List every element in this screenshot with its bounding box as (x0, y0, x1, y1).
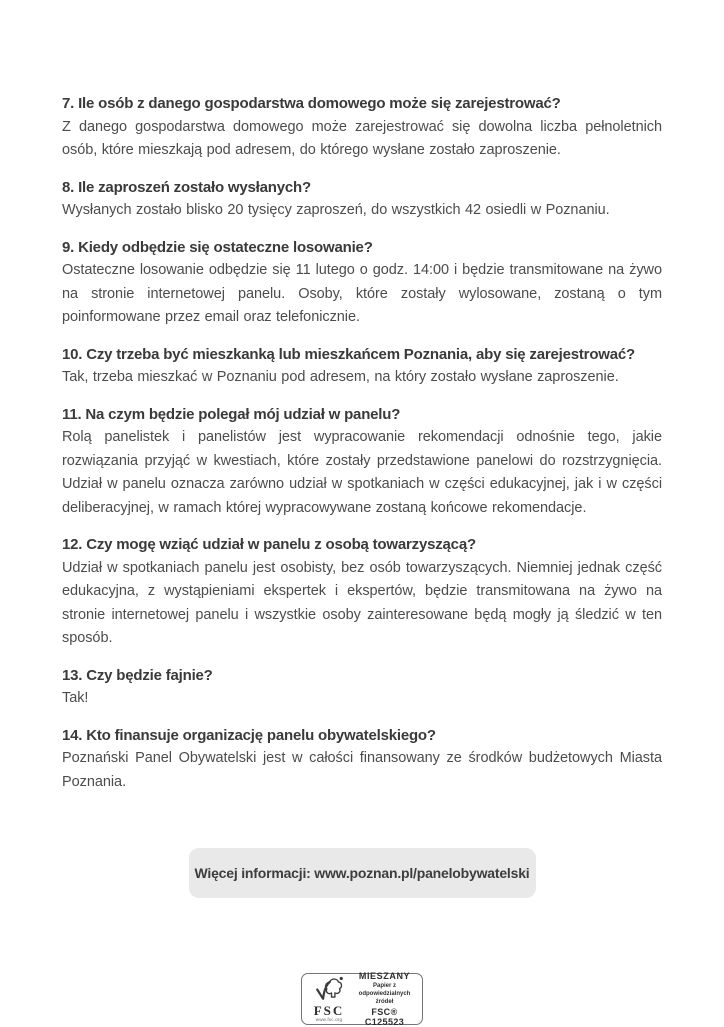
more-info-text: Więcej informacji: www.poznan.pl/panelobywatelski (194, 865, 530, 881)
fsc-logo-block (310, 976, 348, 1023)
faq-question: 14. Kto finansuje organizację panelu obywatelskiego? (62, 726, 436, 744)
faq-answer: Rolą panelistek i panelistów jest wypracowanie rekomendacji odnośnie tego, jakie rozwiązania przyjąć w kwestiach, które zostały przedstawione panelowi do rozstrzygnięcia. Udział w panelu oznacza zarówno udział w spotkaniach w części edukacyjnej, jak i w części deliberacyjnej, w ramach której wypracowywane zostaną końcowe rekomendacje. (62, 429, 662, 516)
more-info-box (189, 848, 536, 898)
faq-answer: Wysłanych zostało blisko 20 tysięcy zaproszeń, do wszystkich 42 osiedli w Poznaniu. (62, 202, 610, 218)
faq-question: 11. Na czym będzie polegał mój udział w panelu? (62, 405, 401, 423)
faq-question: 10. Czy trzeba być mieszkanką lub mieszkańcem Poznania, aby się zarejestrować? (62, 345, 635, 363)
faq-answer: Ostateczne losowanie odbędzie się 11 lutego o godz. 14:00 i będzie transmitowane na żywo na stronie internetowej panelu. Osoby, które zostały wylosowane, zostaną o tym poinformowane przez email oraz telefonicznie. (62, 262, 662, 325)
fsc-tree-checkmark-icon (314, 976, 344, 1003)
faq-question: 8. Ile zaproszeń zostało wysłanych? (62, 178, 311, 196)
fsc-paper-type: MIESZANY (358, 970, 411, 981)
faq-question: 12. Czy mogę wziąć udział w panelu z osobą towarzyszącą? (62, 536, 476, 553)
fsc-brand-text: FSC (313, 1002, 345, 1018)
faq-answer: Z danego gospodarstwa domowego może zarejestrować się dowolna liczba pełnoletnich osób, które mieszkają pod adresem, do którego wysłane zostało zaproszenie. (62, 118, 662, 158)
fsc-license-code: FSC® C125523 (364, 1007, 405, 1027)
faq-item-13 (62, 664, 662, 711)
faq-answer: Tak! (62, 690, 89, 706)
fsc-certification-label (301, 970, 423, 1027)
faq-answer: Udział w spotkaniach panelu jest osobisty, bez osób towarzyszących. Niemniej jednak część edukacyjna, z wystąpieniami ekspertek i ekspertów, będzie transmitowana na żywo na stronie internetowej panelu i wszystkie osoby zainteresowane będą mogły ją śledzić w ten sposób. (62, 559, 662, 646)
fsc-certification-details (353, 971, 416, 1027)
faq-item-10 (62, 343, 662, 390)
faq-item-14 (62, 724, 662, 795)
faq-item-8 (62, 176, 662, 223)
faq-answer: Tak, trzeba mieszkać w Poznaniu pod adresem, na który zostało wysłane zaproszenie. (62, 369, 619, 385)
faq-question: 13. Czy będzie fajnie? (62, 666, 213, 684)
faq-answer: Poznański Panel Obywatelski jest w całości finansowany ze środków budżetowych Miasta Poznania. (62, 750, 662, 790)
faq-item-9 (62, 236, 662, 330)
fsc-paper-description: Papier z odpowiedzialnych źródeł (358, 982, 411, 1006)
faq-item-11 (62, 403, 662, 521)
faq-question: 9. Kiedy odbędzie się ostateczne losowanie? (62, 238, 373, 256)
faq-question: 7. Ile osób z danego gospodarstwa domowego może się zarejestrować? (62, 95, 561, 112)
fsc-website-text: www.fsc.org (315, 1017, 343, 1022)
faq-item-7 (62, 92, 662, 163)
faq-item-12 (62, 533, 662, 651)
